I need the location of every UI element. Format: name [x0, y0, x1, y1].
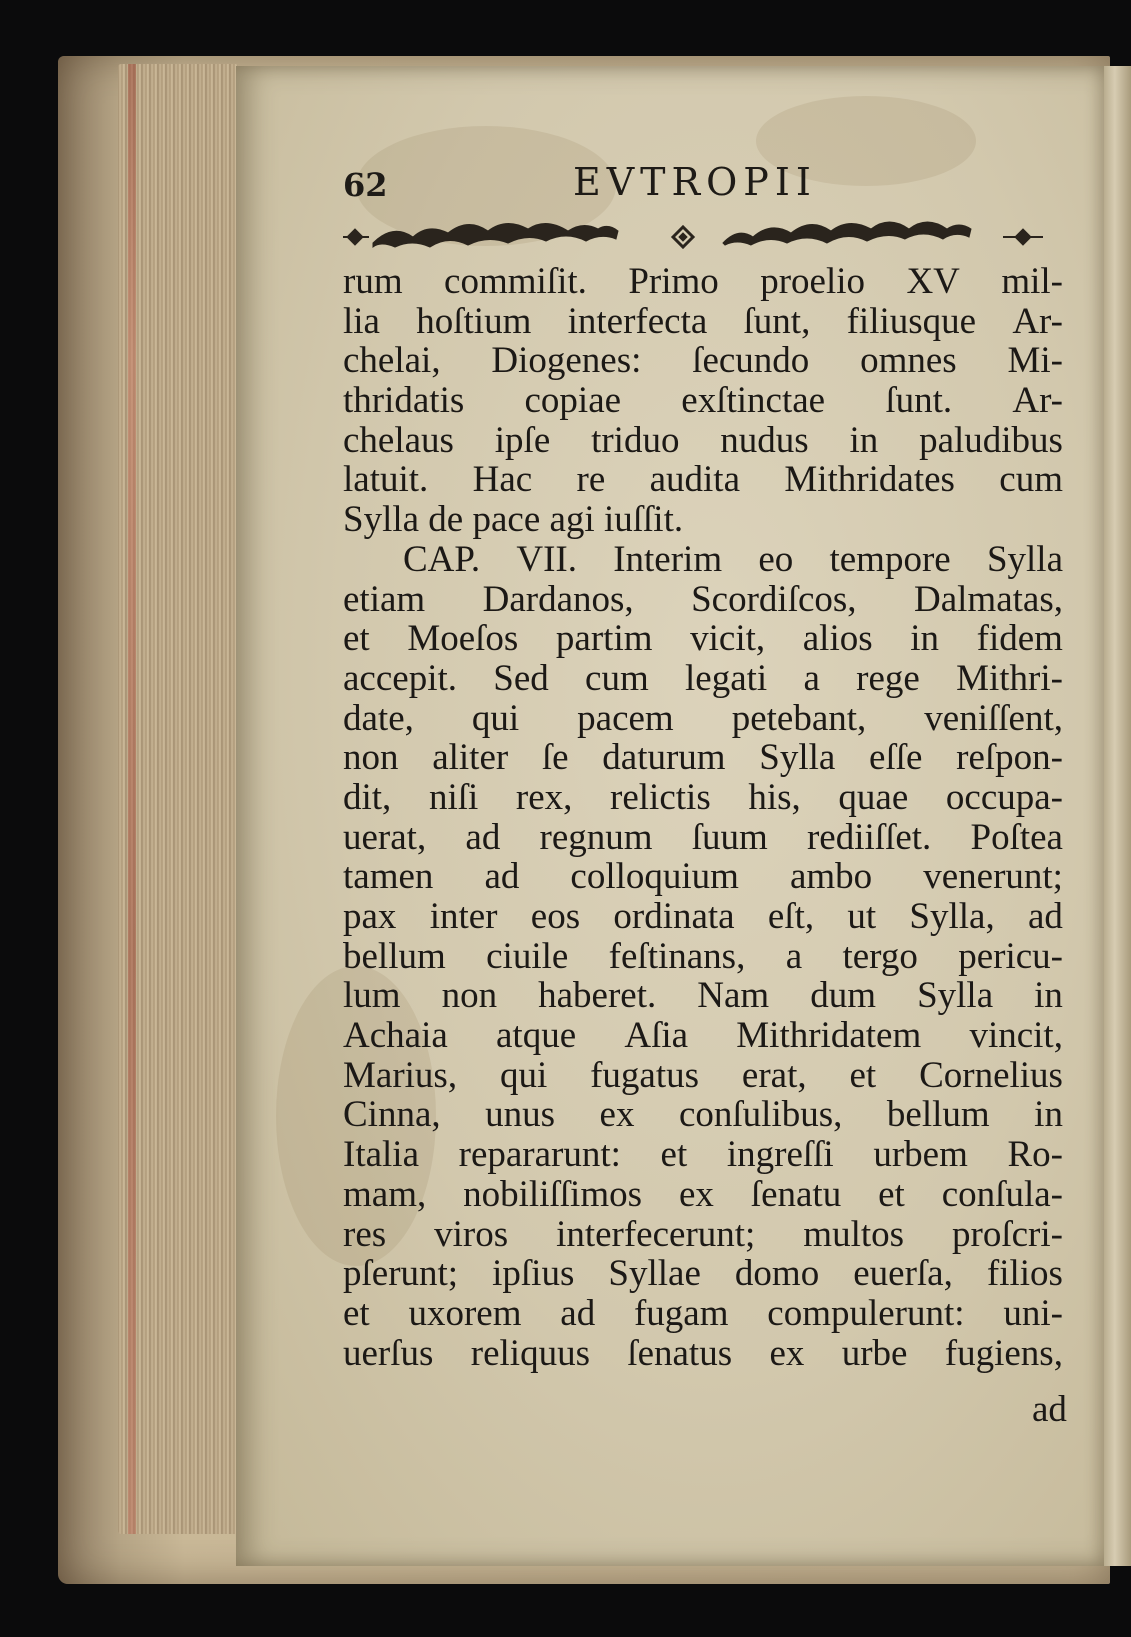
- word: eſt,: [767, 896, 815, 937]
- text-line: [343, 738, 1063, 778]
- word: Hac: [472, 459, 533, 501]
- word: mil-: [1001, 261, 1063, 302]
- word: Diogenes:: [491, 340, 642, 382]
- word: atque: [496, 1015, 577, 1057]
- word: regnum: [539, 816, 653, 858]
- word: reſpon-: [956, 737, 1063, 779]
- text-line: [343, 897, 1063, 937]
- text-line: [343, 262, 1063, 302]
- text-line: [343, 1215, 1063, 1255]
- word: paludibus: [919, 419, 1063, 461]
- word: Sylla: [759, 737, 836, 779]
- word: Scordiſcos,: [691, 578, 857, 620]
- word: ipſius: [492, 1253, 575, 1295]
- word: chelaus: [343, 419, 454, 461]
- word: in: [1034, 975, 1063, 1017]
- word: ciuile: [486, 935, 569, 977]
- word: aliter: [432, 737, 509, 779]
- text-line: [343, 778, 1063, 818]
- word: ex: [769, 1332, 805, 1374]
- word: audita: [649, 459, 741, 501]
- word: uerſus: [343, 1332, 434, 1374]
- word: ambo: [789, 856, 873, 898]
- word: CAP.: [403, 538, 481, 580]
- word: repararunt:: [458, 1134, 621, 1176]
- word: filios: [986, 1253, 1063, 1295]
- word: occupa-: [945, 776, 1063, 818]
- word: uxorem: [408, 1292, 522, 1334]
- word: niſi: [428, 776, 479, 818]
- word: eſſe: [869, 737, 923, 779]
- page-header: [343, 160, 863, 210]
- word: nobiliſſimos: [463, 1173, 643, 1215]
- word: conſulibus,: [678, 1094, 843, 1136]
- word: et: [343, 618, 370, 660]
- text-line: [343, 421, 1063, 461]
- word: feſtinans,: [608, 935, 746, 977]
- word: Mithridates: [784, 459, 955, 501]
- word: lia: [343, 300, 380, 342]
- word: Cornelius: [919, 1054, 1063, 1096]
- word: filiusque: [846, 300, 977, 342]
- word: relictis: [610, 776, 711, 818]
- word: multos: [803, 1213, 905, 1255]
- word: dum: [810, 975, 877, 1017]
- text-line: [343, 1175, 1063, 1215]
- word: XV: [906, 261, 960, 302]
- word: pax: [343, 896, 397, 937]
- word: ſunt,: [743, 300, 811, 342]
- word: pacem: [577, 697, 674, 739]
- word: bellum: [886, 1094, 990, 1136]
- word: VII.: [516, 538, 577, 580]
- word: thridatis: [343, 380, 465, 422]
- body-text: [343, 262, 1063, 1373]
- word: date,: [343, 697, 414, 739]
- word: erat,: [741, 1054, 807, 1096]
- word: ſecundo: [692, 340, 810, 382]
- word: tamen: [343, 856, 434, 898]
- word: non: [441, 975, 498, 1017]
- word: fidem: [976, 618, 1063, 660]
- word: Aſia: [624, 1015, 689, 1057]
- word: Marius,: [343, 1054, 458, 1096]
- word: hoſtium: [416, 300, 532, 342]
- word: pſerunt;: [343, 1253, 459, 1295]
- word: tergo: [842, 935, 918, 977]
- word: Cinna,: [343, 1094, 441, 1136]
- word: rege: [856, 657, 920, 699]
- word: colloquium: [570, 856, 739, 898]
- word: viros: [434, 1213, 509, 1255]
- word: Ar-: [1012, 380, 1063, 422]
- word: in: [1034, 1094, 1063, 1136]
- word: uni-: [1003, 1292, 1063, 1334]
- word: in: [910, 618, 940, 660]
- word: euerſa,: [853, 1253, 953, 1295]
- word: rediiſſet.: [806, 816, 932, 858]
- text-line: [343, 302, 1063, 342]
- text-line: [343, 619, 1063, 659]
- text-line: [343, 1016, 1063, 1056]
- word: fugam: [633, 1292, 729, 1334]
- text-line: [343, 1095, 1063, 1135]
- word: his,: [748, 776, 801, 818]
- word: cum: [585, 657, 649, 699]
- word: et: [849, 1054, 877, 1096]
- word: inter: [429, 896, 498, 937]
- word: a: [803, 657, 820, 699]
- word: Nam: [697, 975, 770, 1017]
- word: venerunt;: [923, 856, 1063, 898]
- word: Syllae: [608, 1253, 701, 1295]
- text-line: [343, 818, 1063, 858]
- word: ſenatu: [750, 1173, 842, 1215]
- word: ad: [484, 856, 520, 898]
- word: urbem: [873, 1134, 968, 1176]
- word: compulerunt:: [767, 1292, 965, 1334]
- word: ſe: [541, 737, 569, 779]
- word: tempore: [829, 538, 951, 580]
- word: Sylla,: [909, 896, 995, 937]
- word: ſunt.: [885, 380, 953, 422]
- word: dit,: [343, 776, 392, 818]
- page-edges: [118, 64, 238, 1534]
- text-line: [343, 937, 1063, 977]
- word: et: [343, 1292, 370, 1334]
- catchword: ad: [1032, 1389, 1067, 1430]
- word: veniſſent,: [924, 697, 1063, 739]
- text-line: [343, 1334, 1063, 1374]
- word: ad: [1028, 896, 1063, 937]
- word: Dalmatas,: [914, 578, 1063, 620]
- word: Italia: [343, 1134, 420, 1176]
- word: fugiens,: [944, 1332, 1063, 1374]
- word: Achaia: [343, 1015, 448, 1057]
- word: in: [849, 419, 879, 461]
- word: et: [660, 1134, 688, 1176]
- text-line: [343, 460, 1063, 500]
- word: Sylla: [917, 975, 994, 1017]
- word: pericu-: [958, 935, 1063, 977]
- word: domo: [734, 1253, 820, 1295]
- word: lum: [343, 975, 401, 1017]
- text-line: [343, 857, 1063, 897]
- running-title: EVTROPII: [573, 160, 817, 204]
- word: qui: [499, 1054, 548, 1096]
- word: ingreſſi: [726, 1134, 834, 1176]
- word: rum: [343, 261, 403, 302]
- text-line: [343, 976, 1063, 1016]
- word: etiam: [343, 578, 426, 620]
- text-line: [343, 341, 1063, 381]
- word: rex,: [515, 776, 573, 818]
- word: interfecerunt;: [556, 1213, 756, 1255]
- word: ſenatus: [627, 1332, 733, 1374]
- word: Sed: [493, 657, 549, 699]
- word: et: [878, 1173, 905, 1215]
- word: latuit.: [343, 459, 429, 501]
- text-line: [343, 1294, 1063, 1334]
- text-line: Sylla de pace agi iuſſit.: [343, 499, 684, 541]
- page-right-edge: [1104, 66, 1131, 1566]
- word: chelai,: [343, 340, 441, 382]
- text-line: [343, 1135, 1063, 1175]
- text-line: [343, 1056, 1063, 1096]
- word: proelio: [760, 261, 866, 302]
- word: Mithridatem: [736, 1015, 922, 1057]
- word: ordinata: [613, 896, 735, 937]
- word: daturum: [602, 737, 726, 779]
- ornament-divider: [343, 219, 1043, 255]
- word: ad: [465, 816, 501, 858]
- word: unus: [485, 1094, 556, 1136]
- word: Interim: [613, 538, 723, 580]
- word: ex: [678, 1173, 714, 1215]
- word: Primo: [628, 261, 719, 302]
- word: eos: [530, 896, 581, 937]
- text-line: [343, 381, 1063, 421]
- word: ut: [847, 896, 877, 937]
- word: interfecta: [567, 300, 708, 342]
- word: res: [343, 1213, 387, 1255]
- word: accepit.: [343, 657, 457, 699]
- word: Ro-: [1007, 1134, 1063, 1176]
- word: copiae: [524, 380, 622, 422]
- word: nudus: [720, 419, 809, 461]
- word: ad: [560, 1292, 596, 1334]
- word: a: [785, 935, 803, 977]
- text-line: [343, 580, 1063, 620]
- word: ex: [599, 1094, 635, 1136]
- word: re: [576, 459, 606, 501]
- word: ſuum: [691, 816, 768, 858]
- word: proſcri-: [952, 1213, 1063, 1255]
- word: vicit,: [690, 618, 766, 660]
- chapter-heading-line: [343, 540, 1063, 580]
- word: Ar-: [1012, 300, 1063, 342]
- text-line: [343, 699, 1063, 739]
- word: urbe: [841, 1332, 908, 1374]
- page-number: 62: [343, 166, 388, 204]
- word: alios: [802, 618, 873, 660]
- word: Sylla: [986, 538, 1063, 580]
- word: fugatus: [590, 1054, 700, 1096]
- word: legati: [685, 657, 768, 699]
- word: vincit,: [969, 1015, 1063, 1057]
- word: Mi-: [1007, 340, 1063, 382]
- word: mam,: [343, 1173, 427, 1215]
- text-line: [343, 659, 1063, 699]
- word: conſula-: [941, 1173, 1063, 1215]
- word: quae: [838, 776, 909, 818]
- word: partim: [555, 618, 653, 660]
- word: Moeſos: [407, 618, 519, 660]
- word: Mithri-: [956, 657, 1063, 699]
- word: cum: [999, 459, 1063, 501]
- word: reliquus: [470, 1332, 590, 1374]
- text-line: [343, 1254, 1063, 1294]
- word: uerat,: [343, 816, 427, 858]
- word: bellum: [343, 935, 446, 977]
- word: Poſtea: [970, 816, 1063, 858]
- word: qui: [471, 697, 520, 739]
- word: omnes: [860, 340, 957, 382]
- word: triduo: [591, 419, 680, 461]
- word: non: [343, 737, 399, 779]
- word: eo: [758, 538, 794, 580]
- word: ipſe: [494, 419, 551, 461]
- word: petebant,: [731, 697, 867, 739]
- word: commiſit.: [444, 261, 587, 302]
- word: exſtinctae: [681, 380, 826, 422]
- word: Dardanos,: [482, 578, 634, 620]
- word: haberet.: [538, 975, 657, 1017]
